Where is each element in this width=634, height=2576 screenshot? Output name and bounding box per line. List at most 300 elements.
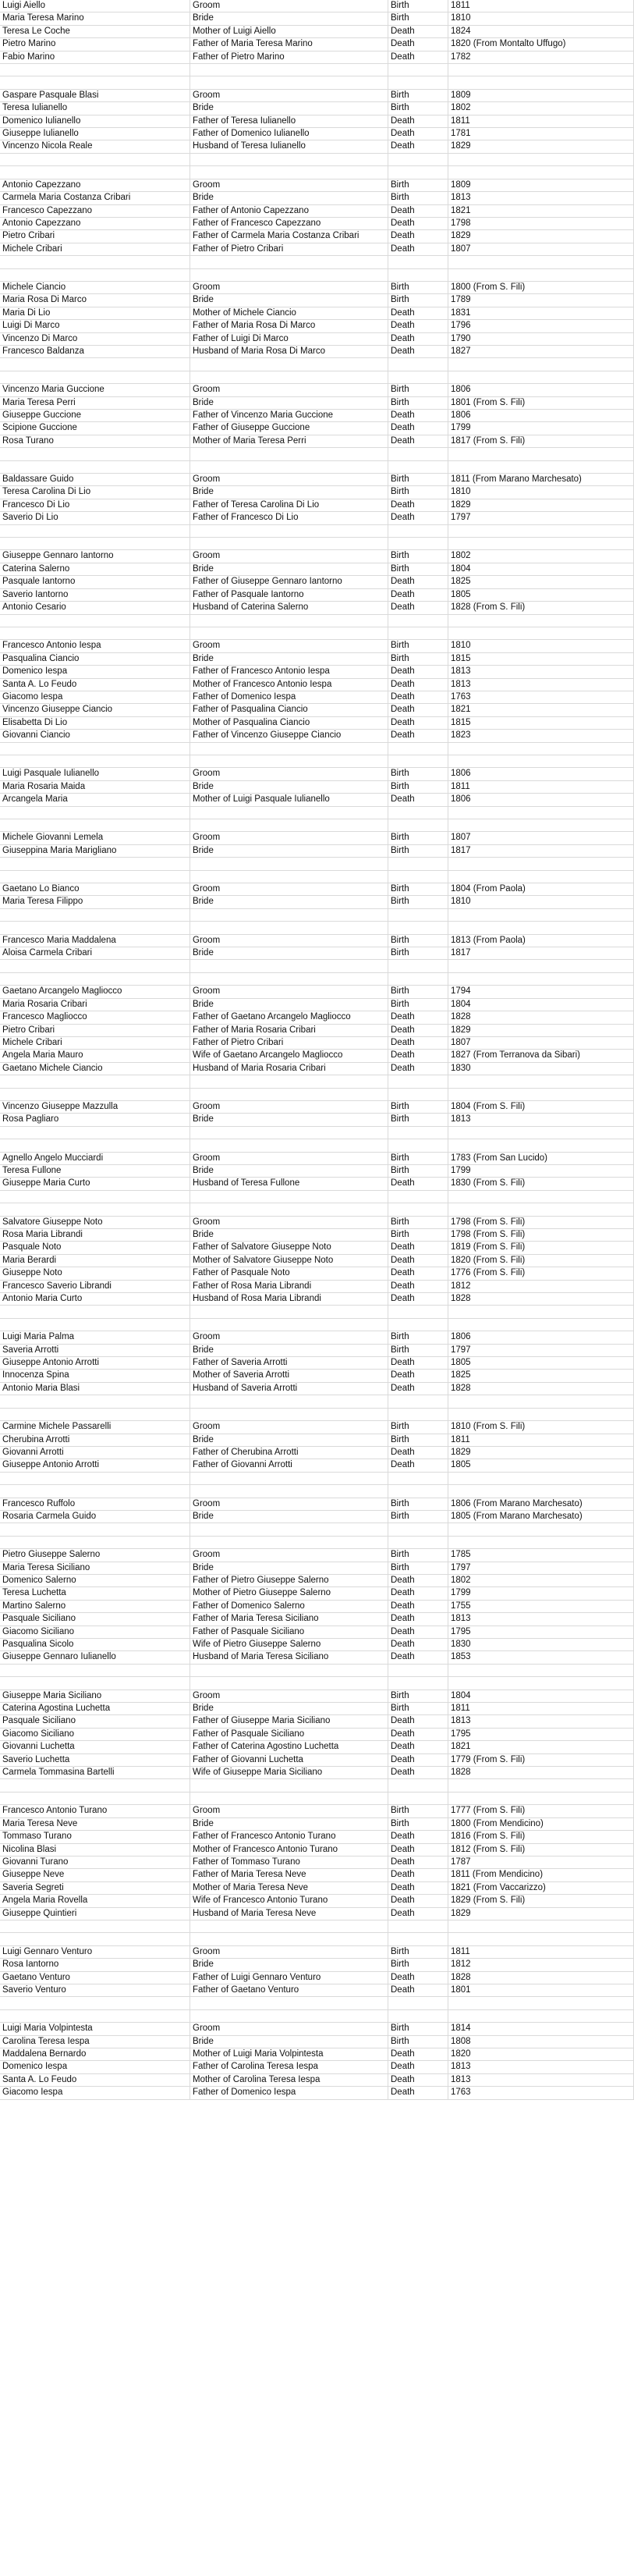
cell-event[interactable] [388, 1793, 448, 1804]
cell-event[interactable] [388, 1665, 448, 1676]
cell-date[interactable]: 1814 [448, 2023, 634, 2034]
cell-name[interactable] [0, 1473, 190, 1484]
cell-event[interactable] [388, 627, 448, 639]
cell-date[interactable] [448, 627, 634, 639]
cell-relation[interactable]: Bride [190, 653, 388, 665]
cell-relation[interactable]: Father of Teresa Iulianello [190, 115, 388, 127]
cell-relation[interactable]: Husband of Teresa Fullone [190, 1178, 388, 1189]
cell-relation[interactable]: Husband of Maria Rosa Di Marco [190, 346, 388, 357]
cell-relation[interactable]: Father of Pietro Cribari [190, 1037, 388, 1049]
cell-event[interactable]: Death [388, 243, 448, 255]
cell-name[interactable]: Saverio Iantorno [0, 589, 190, 601]
cell-name[interactable]: Pietro Cribari [0, 1025, 190, 1036]
cell-event[interactable]: Death [388, 602, 448, 613]
cell-relation[interactable]: Father of Pasquale Siciliano [190, 1626, 388, 1638]
cell-name[interactable]: Maria Rosa Di Marco [0, 294, 190, 306]
cell-event[interactable]: Death [388, 1255, 448, 1267]
cell-relation[interactable] [190, 1409, 388, 1420]
cell-event[interactable]: Death [388, 1767, 448, 1778]
cell-relation[interactable]: Groom [190, 1217, 388, 1228]
cell-event[interactable] [388, 1075, 448, 1087]
cell-name[interactable]: Saveria Arrotti [0, 1345, 190, 1356]
cell-relation[interactable]: Groom [190, 986, 388, 997]
cell-name[interactable]: Pietro Marino [0, 38, 190, 50]
cell-event[interactable] [388, 1409, 448, 1420]
cell-name[interactable] [0, 154, 190, 165]
cell-name[interactable]: Domenico Iulianello [0, 115, 190, 127]
cell-name[interactable]: Nicolina Blasi [0, 1844, 190, 1856]
cell-name[interactable] [0, 615, 190, 627]
cell-event[interactable]: Birth [388, 474, 448, 485]
cell-date[interactable] [448, 525, 634, 537]
cell-date[interactable]: 1797 [448, 1562, 634, 1574]
cell-date[interactable] [448, 1127, 634, 1139]
cell-name[interactable] [0, 871, 190, 883]
cell-event[interactable]: Death [388, 1869, 448, 1881]
cell-date[interactable] [448, 358, 634, 370]
cell-name[interactable] [0, 819, 190, 831]
cell-name[interactable]: Carmela Tommasina Bartelli [0, 1767, 190, 1778]
cell-relation[interactable]: Bride [190, 1511, 388, 1523]
cell-relation[interactable]: Bride [190, 1114, 388, 1125]
cell-event[interactable]: Death [388, 589, 448, 601]
cell-date[interactable]: 1802 [448, 1575, 634, 1586]
cell-name[interactable]: Giacomo Siciliano [0, 1729, 190, 1740]
cell-date[interactable] [448, 858, 634, 869]
cell-event[interactable] [388, 1920, 448, 1932]
cell-date[interactable]: 1787 [448, 1856, 634, 1868]
cell-date[interactable] [448, 960, 634, 972]
cell-date[interactable]: 1820 (From S. Fili) [448, 1255, 634, 1267]
cell-date[interactable] [448, 1473, 634, 1484]
cell-relation[interactable]: Wife of Francesco Antonio Turano [190, 1895, 388, 1906]
cell-event[interactable] [388, 615, 448, 627]
cell-event[interactable]: Birth [388, 2023, 448, 2034]
cell-name[interactable] [0, 2010, 190, 2022]
cell-date[interactable]: 1820 (From Montalto Uffugo) [448, 38, 634, 50]
cell-relation[interactable]: Father of Francesco Antonio Turano [190, 1831, 388, 1842]
cell-event[interactable]: Death [388, 1357, 448, 1369]
cell-relation[interactable]: Father of Luigi Gennaro Venturo [190, 1972, 388, 1984]
cell-date[interactable] [448, 1089, 634, 1100]
cell-event[interactable]: Birth [388, 1690, 448, 1702]
cell-name[interactable]: Rosa Iantorno [0, 1959, 190, 1970]
cell-date[interactable]: 1830 [448, 1063, 634, 1075]
cell-date[interactable] [448, 1665, 634, 1676]
cell-relation[interactable]: Mother of Maria Teresa Perri [190, 435, 388, 447]
cell-date[interactable]: 1804 (From Paola) [448, 883, 634, 895]
cell-date[interactable]: 1795 [448, 1729, 634, 1740]
cell-name[interactable]: Antonio Maria Blasi [0, 1383, 190, 1395]
cell-relation[interactable]: Bride [190, 1818, 388, 1830]
cell-event[interactable]: Death [388, 1447, 448, 1459]
cell-date[interactable]: 1776 (From S. Fili) [448, 1267, 634, 1279]
cell-event[interactable] [388, 358, 448, 370]
cell-event[interactable]: Birth [388, 986, 448, 997]
cell-date[interactable]: 1806 [448, 768, 634, 780]
cell-event[interactable] [388, 1933, 448, 1945]
cell-event[interactable]: Death [388, 1856, 448, 1868]
cell-event[interactable]: Death [388, 230, 448, 242]
cell-relation[interactable]: Father of Rosa Maria Librandi [190, 1281, 388, 1292]
cell-date[interactable] [448, 448, 634, 460]
cell-name[interactable]: Francesco Capezzano [0, 205, 190, 217]
cell-event[interactable]: Death [388, 2074, 448, 2086]
cell-relation[interactable]: Bride [190, 1165, 388, 1177]
cell-event[interactable]: Birth [388, 768, 448, 780]
cell-event[interactable]: Death [388, 691, 448, 703]
cell-event[interactable]: Death [388, 1908, 448, 1920]
cell-event[interactable] [388, 1089, 448, 1100]
cell-date[interactable]: 1810 [448, 640, 634, 652]
cell-name[interactable]: Maria Rosaria Cribari [0, 999, 190, 1011]
cell-relation[interactable]: Husband of Maria Teresa Siciliano [190, 1651, 388, 1663]
cell-date[interactable]: 1811 (From Marano Marchesato) [448, 474, 634, 485]
cell-relation[interactable] [190, 358, 388, 370]
cell-date[interactable]: 1790 [448, 333, 634, 345]
cell-name[interactable] [0, 1665, 190, 1676]
cell-name[interactable]: Saverio Di Lio [0, 512, 190, 524]
cell-event[interactable]: Death [388, 333, 448, 345]
cell-relation[interactable] [190, 922, 388, 933]
cell-date[interactable]: 1807 [448, 243, 634, 255]
cell-relation[interactable] [190, 525, 388, 537]
cell-date[interactable]: 1825 [448, 576, 634, 588]
cell-date[interactable]: 1829 [448, 1908, 634, 1920]
cell-relation[interactable]: Father of Francesco Capezzano [190, 218, 388, 229]
cell-relation[interactable]: Father of Tommaso Turano [190, 1856, 388, 1868]
cell-name[interactable] [0, 1089, 190, 1100]
cell-date[interactable] [448, 1203, 634, 1215]
cell-event[interactable]: Death [388, 218, 448, 229]
cell-name[interactable]: Teresa Le Coche [0, 26, 190, 37]
cell-relation[interactable] [190, 461, 388, 473]
cell-event[interactable]: Death [388, 1715, 448, 1727]
cell-name[interactable]: Giovanni Arrotti [0, 1447, 190, 1459]
cell-event[interactable]: Birth [388, 1498, 448, 1510]
cell-date[interactable] [448, 538, 634, 549]
cell-name[interactable]: Maria Teresa Marino [0, 12, 190, 24]
cell-relation[interactable]: Bride [190, 896, 388, 908]
cell-relation[interactable]: Groom [190, 1946, 388, 1958]
cell-name[interactable]: Giacomo Siciliano [0, 1626, 190, 1638]
cell-event[interactable]: Birth [388, 1703, 448, 1714]
cell-name[interactable]: Gaetano Venturo [0, 1972, 190, 1984]
cell-date[interactable]: 1801 [448, 1984, 634, 1996]
cell-name[interactable] [0, 1485, 190, 1497]
cell-relation[interactable]: Father of Giuseppe Maria Siciliano [190, 1715, 388, 1727]
cell-relation[interactable]: Father of Carmela Maria Costanza Cribari [190, 230, 388, 242]
cell-event[interactable] [388, 76, 448, 88]
cell-date[interactable]: 1828 (From S. Fili) [448, 602, 634, 613]
cell-date[interactable]: 1779 (From S. Fili) [448, 1754, 634, 1766]
cell-event[interactable]: Death [388, 115, 448, 127]
cell-relation[interactable]: Groom [190, 1331, 388, 1343]
cell-event[interactable] [388, 1319, 448, 1331]
cell-date[interactable]: 1817 [448, 845, 634, 857]
cell-event[interactable]: Death [388, 1037, 448, 1049]
cell-relation[interactable]: Husband of Maria Rosaria Cribari [190, 1063, 388, 1075]
cell-event[interactable] [388, 1997, 448, 2009]
cell-name[interactable] [0, 269, 190, 281]
cell-date[interactable]: 1806 [448, 1331, 634, 1343]
cell-name[interactable] [0, 76, 190, 88]
cell-name[interactable]: Rosa Turano [0, 435, 190, 447]
cell-date[interactable]: 1781 [448, 128, 634, 140]
cell-name[interactable]: Martino Salerno [0, 1601, 190, 1612]
cell-date[interactable]: 1813 [448, 679, 634, 691]
cell-date[interactable]: 1807 [448, 1037, 634, 1049]
cell-event[interactable]: Death [388, 1895, 448, 1906]
cell-date[interactable] [448, 1139, 634, 1151]
cell-date[interactable] [448, 1409, 634, 1420]
cell-date[interactable]: 1828 [448, 1383, 634, 1395]
cell-name[interactable]: Michele Ciancio [0, 282, 190, 293]
cell-date[interactable] [448, 2010, 634, 2022]
cell-relation[interactable]: Mother of Francesco Antonio Iespa [190, 679, 388, 691]
cell-event[interactable]: Death [388, 140, 448, 152]
cell-date[interactable]: 1817 (From S. Fili) [448, 435, 634, 447]
cell-event[interactable]: Birth [388, 384, 448, 396]
cell-relation[interactable] [190, 1089, 388, 1100]
cell-name[interactable]: Vincenzo Giuseppe Ciancio [0, 704, 190, 716]
cell-event[interactable]: Death [388, 1639, 448, 1650]
cell-date[interactable]: 1813 [448, 666, 634, 677]
cell-event[interactable]: Birth [388, 486, 448, 498]
cell-date[interactable]: 1811 [448, 0, 634, 12]
cell-relation[interactable]: Wife of Pietro Giuseppe Salerno [190, 1639, 388, 1650]
cell-event[interactable] [388, 1395, 448, 1407]
cell-date[interactable]: 1829 [448, 1447, 634, 1459]
cell-name[interactable] [0, 1537, 190, 1548]
cell-name[interactable] [0, 743, 190, 755]
cell-date[interactable] [448, 807, 634, 819]
cell-relation[interactable] [190, 1677, 388, 1689]
cell-date[interactable]: 1812 [448, 1281, 634, 1292]
cell-relation[interactable]: Groom [190, 1421, 388, 1433]
cell-relation[interactable]: Father of Teresa Carolina Di Lio [190, 499, 388, 511]
cell-event[interactable] [388, 922, 448, 933]
cell-event[interactable] [388, 166, 448, 178]
cell-date[interactable]: 1763 [448, 691, 634, 703]
cell-event[interactable] [388, 1779, 448, 1791]
cell-relation[interactable]: Father of Domenico Salerno [190, 1601, 388, 1612]
cell-event[interactable]: Death [388, 704, 448, 716]
cell-relation[interactable]: Groom [190, 1690, 388, 1702]
cell-event[interactable]: Birth [388, 781, 448, 793]
cell-relation[interactable]: Father of Francesco Antonio Iespa [190, 666, 388, 677]
cell-relation[interactable]: Bride [190, 1434, 388, 1446]
cell-event[interactable] [388, 448, 448, 460]
cell-event[interactable] [388, 1523, 448, 1535]
cell-name[interactable] [0, 461, 190, 473]
cell-date[interactable]: 1810 [448, 12, 634, 24]
cell-name[interactable]: Cherubina Arrotti [0, 1434, 190, 1446]
cell-date[interactable] [448, 76, 634, 88]
cell-name[interactable]: Angela Maria Rovella [0, 1895, 190, 1906]
cell-relation[interactable]: Father of Pasqualina Ciancio [190, 704, 388, 716]
cell-date[interactable] [448, 973, 634, 985]
cell-date[interactable] [448, 755, 634, 767]
cell-date[interactable] [448, 1395, 634, 1407]
cell-relation[interactable] [190, 960, 388, 972]
cell-date[interactable]: 1821 [448, 1741, 634, 1753]
cell-relation[interactable]: Father of Gaetano Venturo [190, 1984, 388, 1996]
cell-name[interactable] [0, 1319, 190, 1331]
cell-event[interactable]: Death [388, 1178, 448, 1189]
cell-event[interactable]: Death [388, 1587, 448, 1599]
cell-date[interactable]: 1811 [448, 115, 634, 127]
cell-date[interactable]: 1821 [448, 704, 634, 716]
cell-name[interactable]: Angela Maria Mauro [0, 1050, 190, 1061]
cell-relation[interactable]: Father of Pasquale Iantorno [190, 589, 388, 601]
cell-name[interactable] [0, 1920, 190, 1932]
cell-relation[interactable]: Bride [190, 192, 388, 204]
cell-date[interactable]: 1805 [448, 1459, 634, 1471]
cell-date[interactable]: 1799 [448, 1165, 634, 1177]
cell-event[interactable]: Death [388, 512, 448, 524]
cell-relation[interactable]: Groom [190, 384, 388, 396]
cell-event[interactable]: Death [388, 1063, 448, 1075]
cell-name[interactable]: Pasquale Noto [0, 1242, 190, 1253]
cell-event[interactable]: Death [388, 1383, 448, 1395]
cell-name[interactable] [0, 538, 190, 549]
cell-date[interactable] [448, 269, 634, 281]
cell-name[interactable]: Francesco Antonio Turano [0, 1805, 190, 1817]
cell-event[interactable]: Death [388, 128, 448, 140]
cell-relation[interactable] [190, 64, 388, 76]
cell-event[interactable]: Birth [388, 653, 448, 665]
cell-relation[interactable] [190, 1473, 388, 1484]
cell-event[interactable] [388, 1677, 448, 1689]
cell-name[interactable] [0, 1409, 190, 1420]
cell-name[interactable]: Giuseppe Gennaro Iantorno [0, 550, 190, 562]
cell-event[interactable]: Death [388, 1882, 448, 1894]
cell-event[interactable] [388, 64, 448, 76]
cell-event[interactable] [388, 154, 448, 165]
cell-date[interactable] [448, 871, 634, 883]
cell-date[interactable]: 1813 [448, 192, 634, 204]
cell-event[interactable]: Death [388, 1844, 448, 1856]
cell-relation[interactable] [190, 1997, 388, 2009]
cell-relation[interactable]: Father of Maria Teresa Neve [190, 1869, 388, 1881]
cell-date[interactable]: 1794 [448, 986, 634, 997]
cell-date[interactable]: 1828 [448, 1293, 634, 1305]
cell-name[interactable]: Giuseppe Quintieri [0, 1908, 190, 1920]
cell-event[interactable] [388, 1473, 448, 1484]
cell-event[interactable]: Birth [388, 550, 448, 562]
cell-event[interactable]: Death [388, 730, 448, 741]
cell-date[interactable]: 1828 [448, 1972, 634, 1984]
cell-date[interactable]: 1811 (From Mendicino) [448, 1869, 634, 1881]
cell-name[interactable]: Gaetano Michele Ciancio [0, 1063, 190, 1075]
cell-relation[interactable]: Bride [190, 563, 388, 575]
cell-date[interactable] [448, 819, 634, 831]
cell-event[interactable]: Birth [388, 1562, 448, 1574]
cell-relation[interactable]: Bride [190, 1703, 388, 1714]
cell-relation[interactable]: Father of Cherubina Arrotti [190, 1447, 388, 1459]
cell-date[interactable]: 1804 [448, 1690, 634, 1702]
cell-name[interactable]: Pietro Cribari [0, 230, 190, 242]
cell-event[interactable]: Death [388, 1729, 448, 1740]
cell-date[interactable]: 1829 [448, 499, 634, 511]
cell-date[interactable]: 1810 [448, 896, 634, 908]
cell-name[interactable]: Teresa Fullone [0, 1165, 190, 1177]
cell-name[interactable] [0, 448, 190, 460]
cell-relation[interactable]: Father of Maria Rosaria Cribari [190, 1025, 388, 1036]
cell-name[interactable]: Giovanni Ciancio [0, 730, 190, 741]
cell-relation[interactable]: Father of Giovanni Arrotti [190, 1459, 388, 1471]
cell-relation[interactable]: Groom [190, 768, 388, 780]
cell-relation[interactable]: Groom [190, 0, 388, 12]
cell-event[interactable]: Birth [388, 1549, 448, 1561]
cell-relation[interactable]: Father of Vincenzo Giuseppe Ciancio [190, 730, 388, 741]
cell-date[interactable]: 1829 [448, 230, 634, 242]
cell-date[interactable]: 1827 [448, 346, 634, 357]
cell-relation[interactable]: Father of Pietro Cribari [190, 243, 388, 255]
cell-name[interactable]: Carolina Teresa Iespa [0, 2036, 190, 2048]
cell-event[interactable]: Birth [388, 192, 448, 204]
cell-name[interactable] [0, 1779, 190, 1791]
cell-relation[interactable]: Mother of Pietro Giuseppe Salerno [190, 1587, 388, 1599]
cell-event[interactable]: Death [388, 1741, 448, 1753]
cell-name[interactable]: Giuseppe Guccione [0, 410, 190, 421]
cell-relation[interactable]: Mother of Luigi Maria Volpintesta [190, 2048, 388, 2060]
cell-date[interactable]: 1821 [448, 205, 634, 217]
cell-event[interactable]: Death [388, 2061, 448, 2073]
cell-relation[interactable]: Mother of Michele Ciancio [190, 307, 388, 319]
cell-event[interactable]: Birth [388, 563, 448, 575]
cell-relation[interactable] [190, 743, 388, 755]
cell-event[interactable]: Birth [388, 90, 448, 101]
cell-name[interactable]: Domenico Iespa [0, 666, 190, 677]
cell-event[interactable]: Birth [388, 1153, 448, 1164]
cell-event[interactable]: Birth [388, 1165, 448, 1177]
cell-name[interactable]: Antonio Capezzano [0, 179, 190, 191]
cell-relation[interactable]: Father of Domenico Iespa [190, 691, 388, 703]
cell-name[interactable]: Antonio Maria Curto [0, 1293, 190, 1305]
cell-name[interactable] [0, 1306, 190, 1317]
cell-relation[interactable] [190, 973, 388, 985]
cell-event[interactable]: Death [388, 666, 448, 677]
cell-date[interactable]: 1819 (From S. Fili) [448, 1242, 634, 1253]
cell-relation[interactable]: Father of Giuseppe Guccione [190, 422, 388, 434]
cell-date[interactable]: 1811 [448, 781, 634, 793]
cell-date[interactable] [448, 1523, 634, 1535]
cell-name[interactable]: Michele Giovanni Lemela [0, 832, 190, 844]
cell-event[interactable]: Birth [388, 896, 448, 908]
cell-name[interactable] [0, 64, 190, 76]
cell-relation[interactable] [190, 371, 388, 383]
cell-relation[interactable] [190, 1075, 388, 1087]
cell-name[interactable]: Maria Teresa Perri [0, 397, 190, 409]
cell-name[interactable] [0, 909, 190, 921]
cell-name[interactable]: Luigi Aiello [0, 0, 190, 12]
cell-event[interactable]: Death [388, 1293, 448, 1305]
cell-event[interactable] [388, 1203, 448, 1215]
cell-date[interactable]: 1777 (From S. Fili) [448, 1805, 634, 1817]
cell-event[interactable] [388, 256, 448, 268]
cell-date[interactable]: 1795 [448, 1626, 634, 1638]
cell-name[interactable]: Francesco Maria Maddalena [0, 935, 190, 947]
cell-name[interactable] [0, 256, 190, 268]
cell-event[interactable]: Death [388, 1626, 448, 1638]
cell-date[interactable]: 1813 [448, 1114, 634, 1125]
cell-event[interactable]: Death [388, 1459, 448, 1471]
cell-name[interactable] [0, 1523, 190, 1535]
cell-date[interactable]: 1782 [448, 52, 634, 63]
cell-name[interactable]: Francesco Di Lio [0, 499, 190, 511]
